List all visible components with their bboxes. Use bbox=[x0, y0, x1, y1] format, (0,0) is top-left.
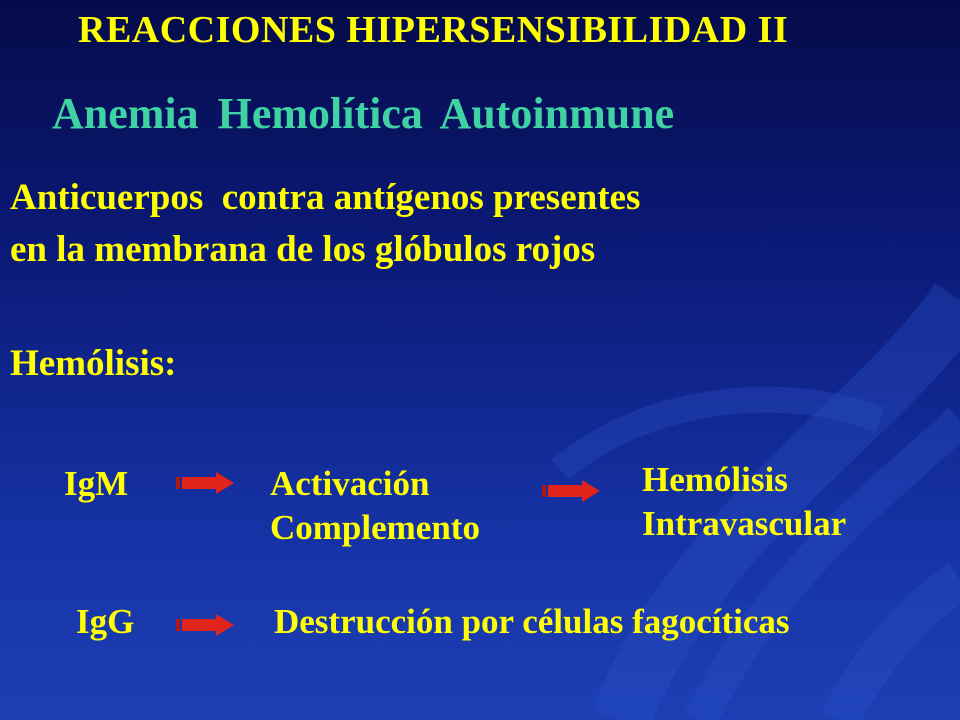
description bbox=[10, 172, 640, 276]
description-line-2: en la membrana de los glóbulos rojos bbox=[10, 229, 596, 270]
arrow-right-icon bbox=[542, 478, 602, 504]
activation-line-1: Activación bbox=[270, 464, 430, 503]
igm-result bbox=[642, 458, 846, 546]
result-line-1: Hemólisis bbox=[642, 460, 788, 499]
slide-title: REACCIONES HIPERSENSIBILIDAD II bbox=[78, 9, 789, 51]
hemolysis-heading: Hemólisis: bbox=[10, 343, 177, 384]
igm-label: IgM bbox=[64, 464, 129, 503]
igm-activation bbox=[270, 462, 480, 550]
arrow-right-icon bbox=[176, 612, 236, 638]
igg-label: IgG bbox=[76, 602, 135, 641]
slide-subtitle: Anemia Hemolítica Autoinmune bbox=[52, 89, 675, 138]
igg-result: Destrucción por células fagocíticas bbox=[274, 602, 790, 641]
arrow-right-icon bbox=[176, 470, 236, 496]
description-line-1: Anticuerpos contra antígenos presentes bbox=[10, 177, 641, 218]
result-line-2: Intravascular bbox=[642, 504, 847, 543]
activation-line-2: Complemento bbox=[270, 508, 480, 547]
